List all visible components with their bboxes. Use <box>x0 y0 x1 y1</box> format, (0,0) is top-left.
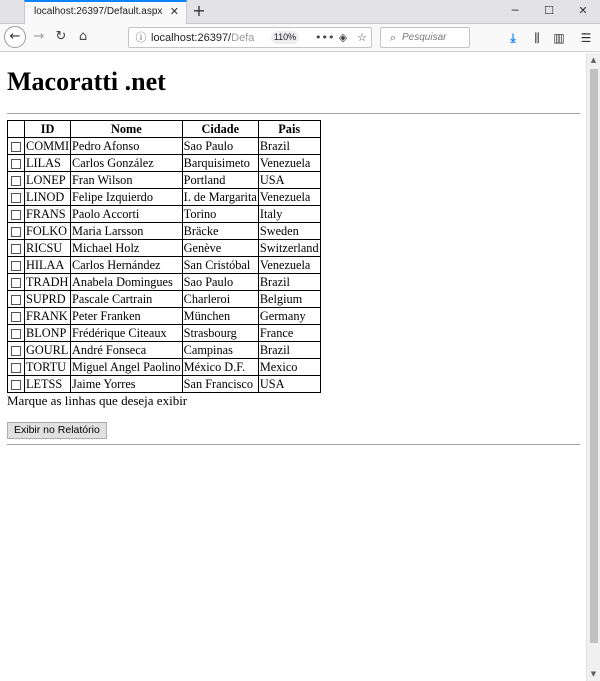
scroll-thumb[interactable] <box>590 69 598 643</box>
library-icon[interactable]: ⫼ <box>534 31 540 45</box>
table-row <box>8 223 321 240</box>
row-select-cell <box>8 342 25 359</box>
cell-id: LINOD <box>25 189 71 206</box>
header-pais: Pais <box>258 121 320 138</box>
cell-id: LONEP <box>25 172 71 189</box>
cell-cidade: Barquisimeto <box>182 155 258 172</box>
header-cidade: Cidade <box>182 121 258 138</box>
scroll-up-icon[interactable]: ▲ <box>590 56 597 64</box>
row-checkbox[interactable] <box>11 363 21 373</box>
cell-nome: Jaime Yorres <box>71 376 183 393</box>
cell-cidade: San Cristóbal <box>182 257 258 274</box>
new-tab-icon[interactable]: + <box>192 1 206 20</box>
cell-pais: Venezuela <box>258 155 320 172</box>
cell-pais: Germany <box>258 308 320 325</box>
table-row <box>8 172 321 189</box>
cell-id: BLONP <box>25 325 71 342</box>
table-row <box>8 376 321 393</box>
row-select-cell <box>8 376 25 393</box>
cell-id: LETSS <box>25 376 71 393</box>
row-select-cell <box>8 257 25 274</box>
cell-nome: Peter Franken <box>71 308 183 325</box>
row-select-cell <box>8 240 25 257</box>
minimize-icon[interactable]: ─ <box>511 4 519 17</box>
table-row <box>8 155 321 172</box>
cell-nome: Pedro Afonso <box>71 138 183 155</box>
table-row <box>8 325 321 342</box>
row-checkbox[interactable] <box>11 176 21 186</box>
row-checkbox[interactable] <box>11 329 21 339</box>
forward-icon[interactable]: → <box>33 29 45 44</box>
cell-id: GOURL <box>25 342 71 359</box>
cell-nome: André Fonseca <box>71 342 183 359</box>
cell-pais: Switzerland <box>259 241 319 255</box>
row-checkbox[interactable] <box>11 312 21 322</box>
cell-cidade: Genève <box>182 240 258 257</box>
cell-nome: Miguel Angel Paolino <box>72 360 181 374</box>
row-select-cell <box>8 138 25 155</box>
cell-nome: Frédérique Citeaux <box>71 325 183 342</box>
site-info-icon[interactable]: ⓘ <box>135 31 147 44</box>
cell-pais: Italy <box>258 206 320 223</box>
row-checkbox[interactable] <box>11 261 21 271</box>
table-row <box>8 291 321 308</box>
cell-pais: Sweden <box>258 223 320 240</box>
header-select <box>8 121 25 138</box>
header-nome: Nome <box>71 121 183 138</box>
row-checkbox[interactable] <box>11 244 21 254</box>
cell-id: FRANK <box>25 308 71 325</box>
bookmark-star-icon[interactable]: ☆ <box>357 31 367 44</box>
maximize-icon[interactable]: ☐ <box>544 4 554 17</box>
cell-pais: USA <box>258 376 320 393</box>
cell-cidade: München <box>182 308 258 325</box>
cell-id: LILAS <box>25 155 71 172</box>
tab-title: localhost:26397/Default.aspx <box>34 6 163 17</box>
cell-pais: Venezuela <box>258 257 320 274</box>
search-icon: ⌕ <box>389 31 397 44</box>
cell-id: TRADH <box>25 274 71 291</box>
header-row <box>8 121 321 138</box>
page-content <box>0 53 586 681</box>
row-select-cell <box>8 189 25 206</box>
row-select-cell <box>8 291 25 308</box>
scroll-down-icon[interactable]: ▼ <box>590 670 597 678</box>
cell-pais: Brazil <box>258 342 320 359</box>
cell-nome: Paolo Accorti <box>71 206 183 223</box>
row-checkbox[interactable] <box>11 193 21 203</box>
cell-cidade: Portland <box>182 172 258 189</box>
cell-pais: Mexico <box>258 359 320 376</box>
search-placeholder: Pesquisar <box>402 32 447 43</box>
cell-nome: Anabela Domingues <box>71 274 183 291</box>
browser-tab[interactable] <box>24 0 187 24</box>
cell-cidade: Charleroi <box>182 291 258 308</box>
row-checkbox[interactable] <box>11 227 21 237</box>
cell-id: COMMI <box>26 139 70 153</box>
cell-pais: Brazil <box>258 274 320 291</box>
table-row <box>8 189 321 206</box>
cell-cidade: México D.F. <box>182 359 258 376</box>
zoom-level-badge[interactable]: 110% <box>271 31 299 44</box>
url-path: Defa <box>231 32 255 44</box>
row-checkbox[interactable] <box>11 380 21 390</box>
cell-id: RICSU <box>25 240 71 257</box>
row-select-cell <box>8 308 25 325</box>
cell-nome: Fran Wilson <box>71 172 183 189</box>
row-checkbox[interactable] <box>11 159 21 169</box>
table-body <box>8 138 321 393</box>
row-select-cell <box>8 274 25 291</box>
cell-cidade: Campinas <box>182 342 258 359</box>
row-checkbox[interactable] <box>11 278 21 288</box>
row-select-cell <box>8 325 25 342</box>
cell-nome: Michael Holz <box>71 240 183 257</box>
cell-id: FRANS <box>25 206 71 223</box>
close-window-icon[interactable]: ✕ <box>578 4 588 17</box>
navigation-toolbar <box>0 24 600 52</box>
row-select-cell <box>8 206 25 223</box>
url-host: localhost:26397/ <box>151 32 232 44</box>
instruction-text: Marque as linhas que deseja exibir <box>7 393 188 408</box>
cell-pais: USA <box>258 172 320 189</box>
show-report-button[interactable]: Exibir no Relatório <box>7 422 107 439</box>
cell-cidade: Bräcke <box>182 223 258 240</box>
table-row <box>8 342 321 359</box>
table-row <box>8 274 321 291</box>
cell-pais: Venezuela <box>258 189 320 206</box>
row-checkbox[interactable] <box>11 346 21 356</box>
page-actions-icon[interactable]: ••• <box>315 31 335 44</box>
table-row <box>8 138 321 155</box>
address-bar[interactable] <box>128 27 372 48</box>
row-select-cell <box>8 359 25 376</box>
page-title: Macoratti .net <box>7 67 166 96</box>
cell-id: SUPRD <box>25 291 71 308</box>
row-checkbox[interactable] <box>11 210 21 220</box>
cell-pais: Belgium <box>258 291 320 308</box>
table-row <box>8 206 321 223</box>
header-id: ID <box>25 121 71 138</box>
cell-pais: Brazil <box>258 138 320 155</box>
cell-cidade: Sao Paulo <box>182 274 258 291</box>
cell-id: FOLKO <box>25 223 71 240</box>
row-select-cell <box>8 155 25 172</box>
sidebar-icon[interactable]: ▥ <box>553 31 565 45</box>
close-tab-icon[interactable]: ✕ <box>169 5 179 18</box>
cell-id: HILAA <box>25 257 71 274</box>
cell-nome: Felipe Izquierdo <box>71 189 183 206</box>
cell-cidade: Strasbourg <box>182 325 258 342</box>
row-select-cell <box>8 223 25 240</box>
vertical-scrollbar[interactable] <box>586 53 600 681</box>
table-row <box>8 240 321 257</box>
cell-nome: Maria Larsson <box>71 223 183 240</box>
back-icon[interactable]: ← <box>4 26 26 48</box>
reload-icon[interactable]: ↻ <box>55 29 67 44</box>
cell-cidade: Sao Paulo <box>182 138 258 155</box>
row-checkbox[interactable] <box>11 295 21 305</box>
row-checkbox[interactable] <box>11 142 21 152</box>
url-text[interactable] <box>151 32 269 44</box>
cell-id: TORTU <box>25 359 71 376</box>
table-row <box>8 308 321 325</box>
customers-grid <box>7 120 321 393</box>
pocket-icon[interactable]: ◈ <box>338 31 348 44</box>
row-select-cell <box>8 172 25 189</box>
table-row <box>8 257 321 274</box>
search-bar[interactable] <box>380 27 470 48</box>
cell-pais: France <box>258 325 320 342</box>
menu-icon[interactable]: ☰ <box>580 31 592 45</box>
top-divider <box>7 113 580 115</box>
table-row <box>8 359 321 376</box>
bottom-divider <box>7 444 580 446</box>
home-icon[interactable]: ⌂ <box>78 29 88 44</box>
cell-nome: Pascale Cartrain <box>71 291 183 308</box>
tab-bar <box>0 0 600 24</box>
cell-nome: Carlos Hernández <box>71 257 183 274</box>
cell-nome: Carlos González <box>71 155 183 172</box>
cell-cidade: San Francisco <box>182 376 258 393</box>
cell-cidade: I. de Margarita <box>183 190 257 204</box>
cell-cidade: Torino <box>182 206 258 223</box>
downloads-icon[interactable]: ⤓ <box>510 31 516 45</box>
